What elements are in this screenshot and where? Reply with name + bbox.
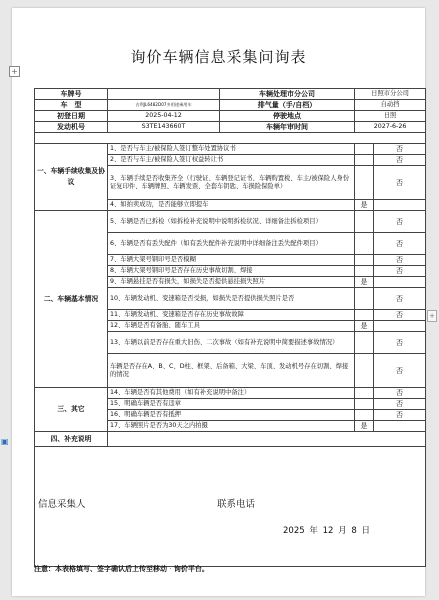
answer-yes[interactable] [355, 288, 374, 310]
date-year-unit: 年 [309, 526, 318, 536]
plate-value[interactable] [108, 89, 220, 100]
displacement-value[interactable]: 自动挡 [355, 100, 426, 111]
date-day-unit: 日 [361, 526, 370, 536]
paste-options-icon[interactable]: ▣ [1, 437, 9, 446]
footer-note [34, 564, 209, 574]
date-month-unit: 月 [338, 526, 347, 536]
table-row [35, 144, 426, 155]
company-label: 车辆处理市分公司 [220, 89, 355, 100]
table-row [35, 133, 426, 144]
answer-no[interactable]: 否 [374, 399, 426, 410]
section-title-2: 二、车辆基本情况 [35, 211, 108, 388]
page-edge-handle-icon[interactable]: + [427, 310, 437, 322]
section-title-1: 一、车辆手续收集及协议 [35, 144, 108, 211]
answer-yes[interactable]: 是 [355, 200, 374, 211]
note-right: 询价平台。 [173, 565, 209, 573]
inspection-value[interactable]: 2027-6-26 [355, 122, 426, 133]
answer-no[interactable] [374, 200, 426, 211]
answer-yes[interactable] [355, 166, 374, 200]
answer-no[interactable]: 否 [374, 211, 426, 233]
answer-yes[interactable] [355, 332, 374, 354]
answer-yes[interactable] [355, 388, 374, 399]
question-text: 1、是否与车主/被保险人签订整车处置协议书 [108, 144, 355, 155]
table-move-handle-icon[interactable]: + [9, 66, 20, 77]
section-title-4: 四、补充说明 [35, 432, 108, 447]
inspection-label: 车辆年审时间 [220, 122, 355, 133]
collector-label: 信息采集人 [38, 499, 86, 510]
answer-no[interactable]: 否 [374, 233, 426, 255]
answer-yes[interactable] [355, 399, 374, 410]
question-text: 11、车辆发动机、变速箱是否存在历史事故故障 [108, 310, 355, 321]
answer-no[interactable]: 否 [374, 288, 426, 310]
phone-label: 联系电话 [217, 499, 256, 510]
answer-no[interactable]: 否 [374, 144, 426, 155]
question-text: 15、明确车辆是否有违章 [108, 399, 355, 410]
answer-yes[interactable] [355, 310, 374, 321]
answer-no[interactable]: 否 [374, 410, 426, 421]
date-day: 8 [351, 526, 357, 536]
table-row [35, 122, 426, 133]
plate-label: 车牌号 [35, 89, 108, 100]
question-text: 车辆是否存在A、B、C、D柱、框架、后备箱、大梁、车顶、发动机号存在切割、焊接的情况 [108, 354, 355, 388]
question-text: 3、车辆手续是否收集齐全（行驶证、车辆登记证书、车辆购置税、车主/被保险人身份证复印件、车辆牌照、车辆发票、全套车钥匙、车损险保险单） [108, 166, 355, 200]
answer-yes[interactable] [355, 144, 374, 155]
displacement-label: 排气量（手/自档） [220, 100, 355, 111]
table-row [35, 432, 426, 447]
section-title-3: 三、其它 [35, 388, 108, 432]
registration-date-label: 初登日期 [35, 111, 108, 122]
question-text: 2、是否与车主/被保险人签订权益转让书 [108, 155, 355, 166]
engine-number-label: 发动机号 [35, 122, 108, 133]
supplement-text[interactable] [108, 432, 426, 447]
answer-no[interactable]: 否 [374, 166, 426, 200]
document-page [12, 8, 425, 596]
question-text: 12、车辆是否有备胎、随车工具 [108, 321, 355, 332]
answer-yes[interactable] [355, 410, 374, 421]
question-text: 10、车辆发动机、变速箱是否受损，如损失是否提供损失照片是否 [108, 288, 355, 310]
model-label: 车 型 [35, 100, 108, 111]
location-label: 停驶地点 [220, 111, 355, 122]
registration-date-value[interactable]: 2025-04-12 [108, 111, 220, 122]
question-text: 4、如拍卖成功，是否能够立即提车 [108, 200, 355, 211]
spacer-row [35, 133, 426, 144]
table-row [35, 89, 426, 100]
question-text: 9、车辆悬挂是否有损失，如损失是否提供悬挂损失照片 [108, 277, 355, 288]
question-text: 14、车辆是否有其他费用（如有补充说明中备注） [108, 388, 355, 399]
answer-no[interactable]: 否 [374, 354, 426, 388]
answer-no[interactable]: 否 [374, 255, 426, 266]
date-year: 2025 [283, 526, 305, 536]
engine-number-value[interactable]: S3TE143660T [108, 122, 220, 133]
answer-yes[interactable]: 是 [355, 421, 374, 432]
answer-no[interactable]: 否 [374, 266, 426, 277]
question-text: 6、车辆是否有丢失配件（如有丢失配件补充说明中详细备注丢失配件项目） [108, 233, 355, 255]
question-text: 5、车辆是否已拆检（如拆检补充说明中说明拆检状况、详细备注拆检项目） [108, 211, 355, 233]
question-text: 16、明确车辆是否有抵押 [108, 410, 355, 421]
answer-no[interactable]: 否 [374, 310, 426, 321]
answer-no[interactable] [374, 321, 426, 332]
answer-yes[interactable] [355, 155, 374, 166]
date-month: 12 [322, 526, 334, 536]
question-text: 8、车辆大架号钢印号是否存在历史事故切割、焊接 [108, 266, 355, 277]
question-text: 7、车辆大架号钢印号是否模糊 [108, 255, 355, 266]
table-row [35, 100, 426, 111]
answer-yes[interactable] [355, 354, 374, 388]
question-text: 17、车辆照片是否为30天之内拍摄 [108, 421, 355, 432]
company-value[interactable]: 日照市分公司 [355, 89, 426, 100]
answer-yes[interactable] [355, 255, 374, 266]
answer-no[interactable]: 否 [374, 332, 426, 354]
table-row [35, 211, 426, 233]
answer-yes[interactable]: 是 [355, 321, 374, 332]
answer-yes[interactable]: 是 [355, 277, 374, 288]
table-row [35, 388, 426, 399]
table-row [35, 111, 426, 122]
answer-yes[interactable] [355, 233, 374, 255]
answer-yes[interactable] [355, 211, 374, 233]
answer-no[interactable] [374, 277, 426, 288]
model-value[interactable]: 吉利JL6482D07多用途乘用车 [108, 100, 220, 111]
answer-no[interactable]: 否 [374, 388, 426, 399]
answer-no[interactable]: 否 [374, 155, 426, 166]
separator-dot-icon: · [169, 565, 174, 573]
answer-yes[interactable] [355, 266, 374, 277]
answer-no[interactable] [374, 421, 426, 432]
sign-date [283, 524, 370, 536]
page-title: 询价车辆信息采集问询表 [130, 48, 307, 66]
note-left: 注意：本表格填写、签字确认后上传至移动 [34, 565, 167, 573]
location-value[interactable]: 日照 [355, 111, 426, 122]
question-text: 13、车辆以前是否存在重大旧伤、二次事故（如有补充说明中简要描述事故情况） [108, 332, 355, 354]
